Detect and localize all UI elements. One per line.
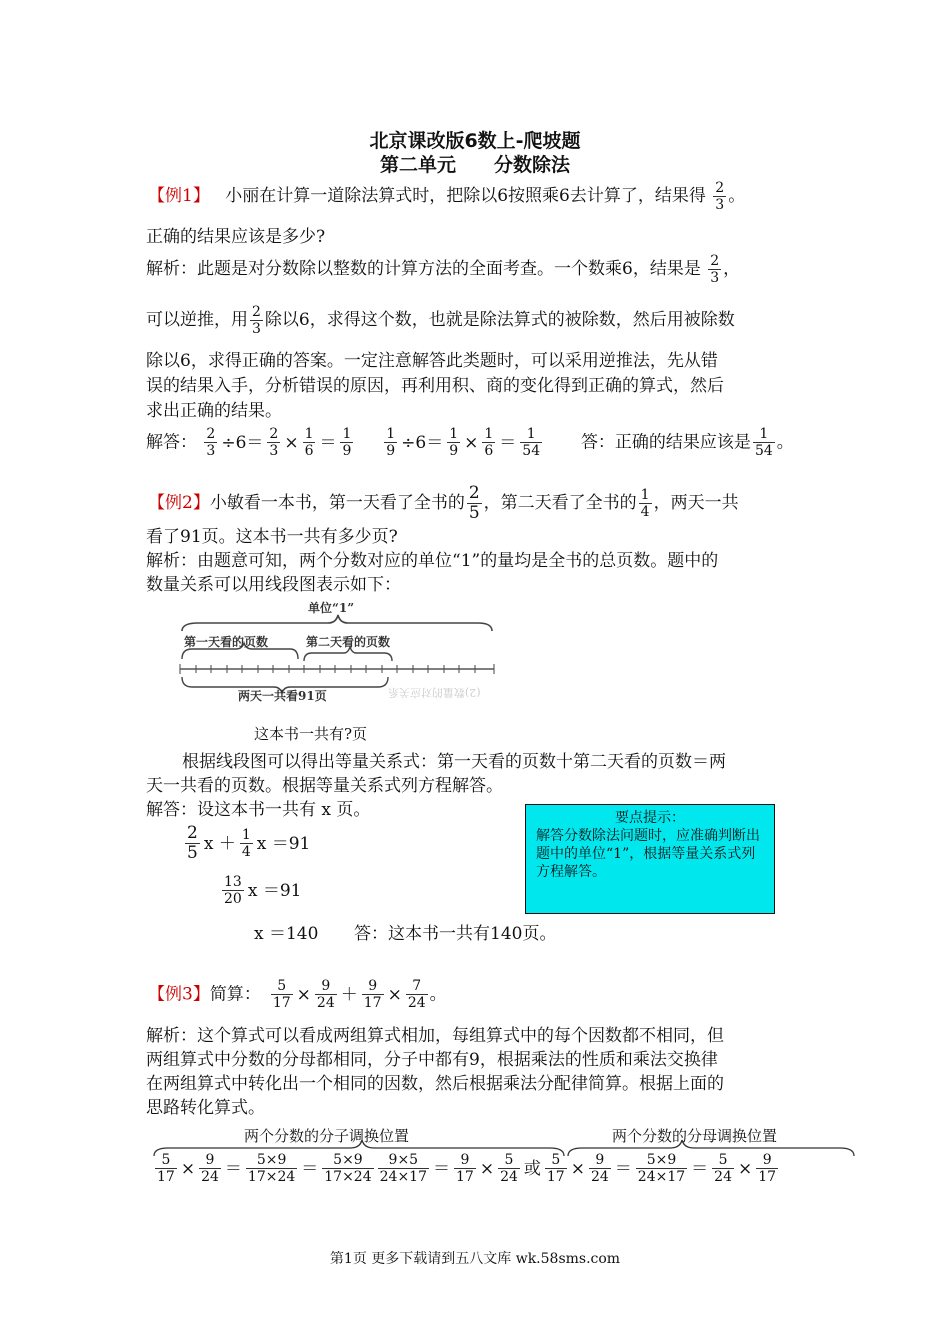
diagram-unit-label: 单位“1” — [308, 601, 355, 615]
question-text: ，两天一共 — [653, 493, 739, 513]
example-2-question-line2: 看了91页。这本书一共有多少页? — [146, 527, 398, 547]
page-title: 北京课改版6数上-爬坡题 — [369, 130, 581, 152]
question-text: 小敏看一本书，第一天看了全书的 — [209, 493, 465, 513]
example-1-tag: 【例1】 — [148, 186, 210, 206]
example-2-solution-label: 解答：设这本书一共有 x 页。 — [146, 800, 371, 820]
diagram-total-label: 两天一共看91页 — [238, 689, 327, 703]
punct: ， — [723, 259, 741, 279]
question-text: ，第二天看了全书的 — [483, 493, 637, 513]
equation-1: $\frac{2}{5}$ x ＋ $\frac{1}{4}$ x ＝91 — [187, 823, 311, 863]
page-footer: 第1页 更多下载请到五八文库 wk.58sms.com — [329, 1251, 621, 1267]
fraction: $\frac{2}{3}$ — [710, 253, 720, 286]
transform-equation: $\frac{5}{17}$ × $\frac{9}{24}$ ＝ $\frac{5\times 9}{17\times 24}$ ＝ $\frac{5\times 9}{17\times 24}$ $\frac{9\times 5}{24\times 17}$ ＝ $\frac{9}{17}$ × $\frac{5}{24}$ 或 $\frac{5}{17}$ × $\frac{9}{24}$ ＝ $\frac{5\times 9}{24\times 17}$ ＝ $\frac{5}{24}$ × $\frac{9}{17}$ — [157, 1152, 777, 1185]
brace-label-numerators: 两个分数的分子调换位置 — [244, 1127, 410, 1145]
example-1-analysis-5: 求出正确的结果。 — [146, 401, 282, 421]
fraction: $\frac{2}{5}$ — [468, 483, 480, 523]
tip-box — [525, 804, 775, 914]
example-2-para-2: 天一共看的页数。根据等量关系式列方程解答。 — [146, 776, 503, 796]
example-3-analysis-1: 解析：这个算式可以看成两组算式相加，每组算式中的每个因数都不相同，但 — [146, 1026, 724, 1046]
example-1-analysis-3: 除以6，求得正确的答案。一定注意解答此类题时，可以采用逆推法，先从错 — [146, 351, 718, 371]
example-3-tag: 【例3】 — [148, 984, 210, 1005]
analysis-text: 解析：此题是对分数除以整数的计算方法的全面考查。一个数乘6，结果是 — [146, 259, 701, 279]
example-1-question-line2: 正确的结果应该是多少? — [146, 227, 326, 247]
brace-label-denominators: 两个分数的分母调换位置 — [612, 1127, 778, 1145]
fraction: $\frac{1}{4}$ — [640, 487, 650, 520]
line-segment-diagram — [178, 597, 496, 715]
diagram-day1-label: 第一天看的页数 — [184, 635, 269, 649]
tip-heading: 要点提示： — [615, 810, 685, 826]
equation-2: $\frac{13}{20}$ x ＝91 — [224, 874, 302, 907]
example-1-analysis-1 — [146, 253, 740, 286]
example-2-question — [148, 484, 739, 523]
example-3-analysis-2: 两组算式中分数的分母都相同，分子中都有9，根据乘法的性质和乘法交换律 — [146, 1050, 718, 1070]
punct: 。 — [728, 186, 746, 206]
example-2-tag: 【例2】 — [148, 493, 210, 513]
analysis-text: 除以6，求得这个数，也就是除法算式的被除数，然后用被除数 — [264, 310, 735, 330]
page-subtitle: 第二单元 分数除法 — [379, 154, 570, 176]
diagram-ghost-text: (2)数量的对应关系 — [388, 686, 481, 699]
example-1-text: 小丽在计算一道除法算式时，把除以6按照乘6去计算了，结果得 — [225, 186, 706, 206]
example-2-analysis-2: 数量关系可以用线段图表示如下： — [146, 575, 401, 595]
fraction: $\frac{2}{3}$ — [252, 304, 261, 337]
solution-label: 解答： — [146, 432, 197, 453]
example-1-analysis-2 — [146, 304, 735, 337]
example-3-question: 【例3】简算： $\frac{5}{17}$ × $\frac{9}{24}$ ＋ $\frac{9}{17}$ × $\frac{7}{24}$ 。 — [148, 978, 447, 1011]
example-1-analysis-4: 误的结果入手，分析错误的原因，再利用积、商的变化得到正确的算式，然后 — [146, 376, 724, 396]
example-1-question — [148, 180, 745, 213]
question-label: 简算： — [209, 984, 261, 1005]
fraction: $\frac{2}{3}$ — [715, 180, 725, 213]
diagram-day2-label: 第二天看的页数 — [306, 635, 391, 649]
tip-body: 解答分数除法问题时，应准确判断出题中的单位“1”，根据等量关系式列方程解答。 — [536, 828, 760, 880]
example-1-solution: 解答： $\frac{2}{3}$ ÷6＝ $\frac{2}{3}$ × $\frac{1}{6}$ ＝ $\frac{1}{9}$ $\frac{1}{9}$ ÷6＝ $\frac{1}{9}$ × $\frac{1}{6}$ ＝ $\frac{1}{54}$ 答：正确的结果应该是 $\frac{1}{54}$ 。 — [146, 426, 794, 459]
example-3-analysis-3: 在两组算式中转化出一个相同的因数，然后根据乘法分配律简算。根据上面的 — [146, 1074, 724, 1094]
example-2-answer: 答：这本书一共有140页。 — [354, 924, 557, 944]
diagram-caption: 这本书一共有?页 — [254, 725, 368, 743]
example-2-analysis-1: 解析：由题意可知，两个分数对应的单位“1”的量均是全书的总页数。题中的 — [146, 551, 719, 571]
analysis-text: 可以逆推，用 — [146, 310, 248, 330]
example-3-analysis-4: 思路转化算式。 — [146, 1098, 265, 1118]
example-2-para-1: 根据线段图可以得出等量关系式：第一天看的页数十第二天看的页数＝两 — [182, 752, 726, 772]
equation-3: x ＝140 — [254, 924, 319, 944]
answer-text: 答：正确的结果应该是 — [580, 432, 751, 453]
